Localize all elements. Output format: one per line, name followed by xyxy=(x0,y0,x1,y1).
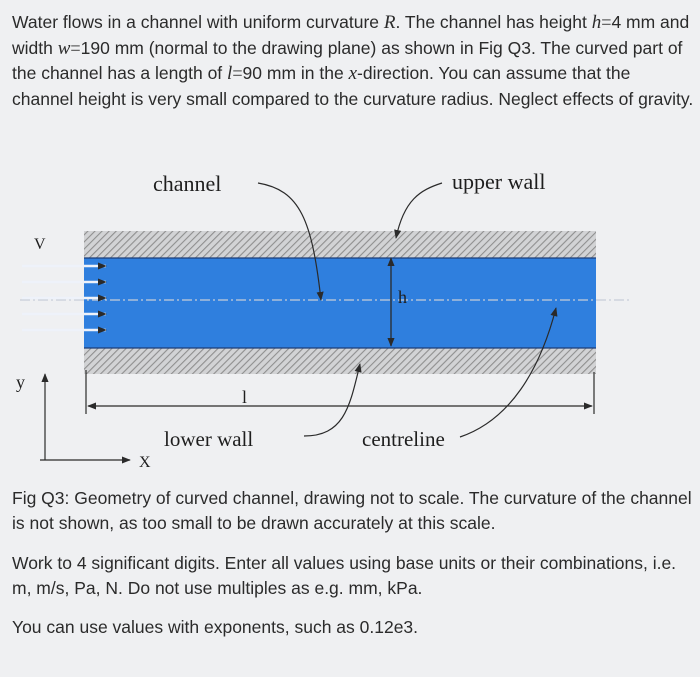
symbol-h: h xyxy=(591,12,602,33)
statement-text: -direction. You can assume that the channel height is very small compared to the curvature radius. Neglect effects of gravity. xyxy=(12,63,694,109)
velocity-label: V xyxy=(34,236,46,253)
lower-wall-hatch xyxy=(84,348,596,374)
centreline-label: centreline xyxy=(362,427,445,451)
lower-wall-leader-line xyxy=(304,364,360,436)
water-flow xyxy=(84,258,596,348)
symbol-w: w xyxy=(57,37,71,59)
exponent-note: You can use values with exponents, such as 0.12e3. xyxy=(12,617,419,637)
length-value: 90 xyxy=(242,63,263,83)
equals-sign: = xyxy=(232,63,243,83)
instructions: Work to 4 significant digits. Enter all values using base units or their combinations, i.e. m, m/s, Pa, N. Do not use multiples as e.g. mm, kPa. xyxy=(12,553,677,598)
equals-sign: = xyxy=(601,12,612,32)
x-axis-label: X xyxy=(139,454,151,471)
symbol-x: x xyxy=(348,63,358,84)
height-label: h xyxy=(398,287,407,307)
statement-text: mm in the xyxy=(262,63,349,83)
lower-wall-label: lower wall xyxy=(164,427,254,451)
upper-wall-leader-line xyxy=(396,183,442,238)
channel-label: channel xyxy=(153,171,222,196)
equals-sign: = xyxy=(70,37,81,58)
statement-text: mm (normal to the drawing plane) as shown in Fig Q3. The curved part of the channel has a length of xyxy=(12,37,683,83)
width-value: 190 xyxy=(80,37,110,58)
symbol-R: R xyxy=(383,12,396,33)
upper-wall-label: upper wall xyxy=(452,169,546,194)
statement-text: . The channel has height xyxy=(395,12,592,32)
length-label: l xyxy=(242,387,248,407)
y-axis-label: y xyxy=(16,372,25,392)
height-value: 4 xyxy=(611,12,622,32)
upper-wall-hatch xyxy=(84,231,596,258)
statement-text: mm and width xyxy=(12,12,690,58)
statement-text: Water flows in a channel with uniform curvature xyxy=(12,12,384,32)
figure-caption: Fig Q3: Geometry of curved channel, drawing not to scale. The curvature of the channel is not shown, as too small to be drawn accurately at this scale. xyxy=(12,488,692,533)
symbol-l: l xyxy=(227,63,233,84)
